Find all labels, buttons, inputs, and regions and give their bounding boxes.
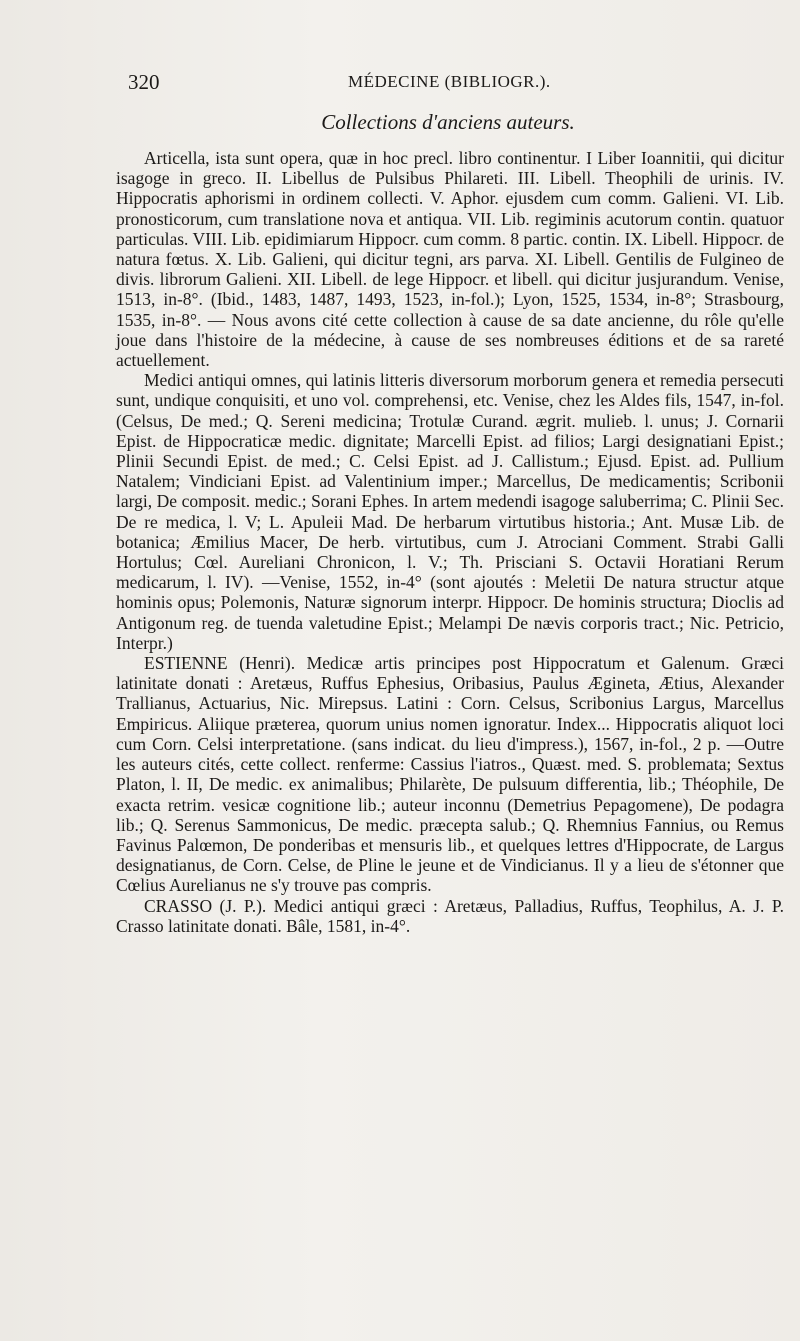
section-title: Collections d'anciens auteurs. [321,110,575,134]
entry-estienne: ESTIENNE (Henri). Medicæ artis principes post Hippocratum et Galenum. Græci latinitate donati : Aretæus, Ruffus Ephesius, Oribasius, Paulus Ægineta, Ætius, Alexander Trallianus, Actuarius, Nic. Mirepsus. Latini : Corn. Celsus, Scribonius Largus, Marcellus Empiricus. Aliique præterea, quorum unius nomen ignoratur. Index... Hippocratis aliquot loci cum Corn. Celsi interpretatione. (sans indicat. du lieu d'impress.), 1567, in-fol., 2 p. —Outre les auteurs cités, cette collect. renferme: Cassius l'iatros., Quæst. med. S. problemata; Sextus Platon, l. II, De medic. ex animalibus; Philarète, De pulsuum differentia, lib.; Théophile, De exacta retrim. vesicæ cognitione lib.; auteur inconnu (Demetrius Pepagomene), De podagra lib.; Q. Serenus Sammonicus, De medic. præcepta salub.; Q. Rhemnius Fannius, ou Remus Favinus Palœmon, De ponderibas et mensuris lib., et quelques lettres d'Hippocrate, de Largus designatianus, de Corn. Celse, de Pline le jeune et de Vindicianus. Il y a lieu de s'étonner que Cœlius Aurelianus ne s'y trouve pas compris. [116,653,784,896]
bibliography-body [116,148,784,936]
entry-crasso: CRASSO (J. P.). Medici antiqui græci : Aretæus, Palladius, Ruffus, Teophilus, A. J. P. Crasso latinitate donati. Bâle, 1581, in-4°. [116,895,784,936]
page-header [128,70,768,100]
entry-articella: Articella, ista sunt opera, quæ in hoc precl. libro continentur. I Liber Ioannitii, qui dicitur isagoge in greco. II. Libellus de Pulsibus Philareti. III. Libell. Theophili de urinis. IV. Hippocratis aphorismi in ordinem collecti. V. Aphor. ejusdem cum comm. Galieni. VI. Lib. pronosticorum, cum translatione nova et antiqua. VII. Lib. regiminis acutorum contin. quatuor particulas. VIII. Lib. epidimiarum Hippocr. cum comm. 8 partic. contin. IX. Libell. Hippocr. de natura fœtus. X. Lib. Galieni, qui dicitur tegni, ars parva. XI. Libell. Gentilis de Fulgineo de divis. librorum Galieni. XII. Libell. de lege Hippocr. et libell. qui dicitur jusjurandum. Venise, 1513, in-8°. (Ibid., 1483, 1487, 1493, 1523, in-fol.); Lyon, 1525, 1534, in-8°; Strasbourg, 1535, in-8°. — Nous avons cité cette collection à cause de sa date ancienne, du rôle qu'elle joue dans l'histoire de la médecine, à cause de ses nombreuses éditions et de sa rareté actuellement. [116,148,784,371]
running-head: MÉDECINE (BIBLIOGR.). [348,72,551,91]
entry-medici-antiqui-omnes: Medici antiqui omnes, qui latinis litteris diversorum morborum genera et remedia persecuti sunt, undique conquisiti, et uno vol. comprehensi, etc. Venise, chez les Aldes fils, 1547, in-fol. (Celsus, De med.; Q. Sereni medicina; Trotulæ Curand. ægrit. mulieb. l. unus; J. Cornarii Epist. de Hippocraticæ medic. dignitate; Marcelli Epist. ad filios; Largi designatiani Epist.; Plinii Secundi Epist. de med.; C. Celsi Epist. ad J. Callistum.; Ejusd. Epist. ad. Pullium Natalem; Vindiciani Epist. ad Valentinium imper.; Marcellus, De medicamentis; Scribonii largi, De composit. medic.; Sorani Ephes. In artem medendi isagoge saluberrima; C. Plinii Sec. De re medica, l. V; L. Apuleii Mad. De herbarum virtutibus historia.; Ant. Musæ Lib. de botanica; Æmilius Macer, De herb. virtutibus, cum J. Atrociani Comment. Strabi Galli Hortulus; Cœl. Aureliani Chronicon, l. V.; Th. Prisciani S. Octavii Horatiani Rerum medicarum, l. IV). —Venise, 1552, in-4° (sont ajoutés : Meletii De natura structur atque hominis opus; Polemonis, Naturæ signorum interpr. Hippocr. De hominis structura; Dioclis ad Antigonum reg. de tuenda valetudine Epist.; Melampi De nævis corporis tract.; Nic. Petricio, Interpr.) [116,370,784,653]
page-number: 320 [128,70,160,94]
